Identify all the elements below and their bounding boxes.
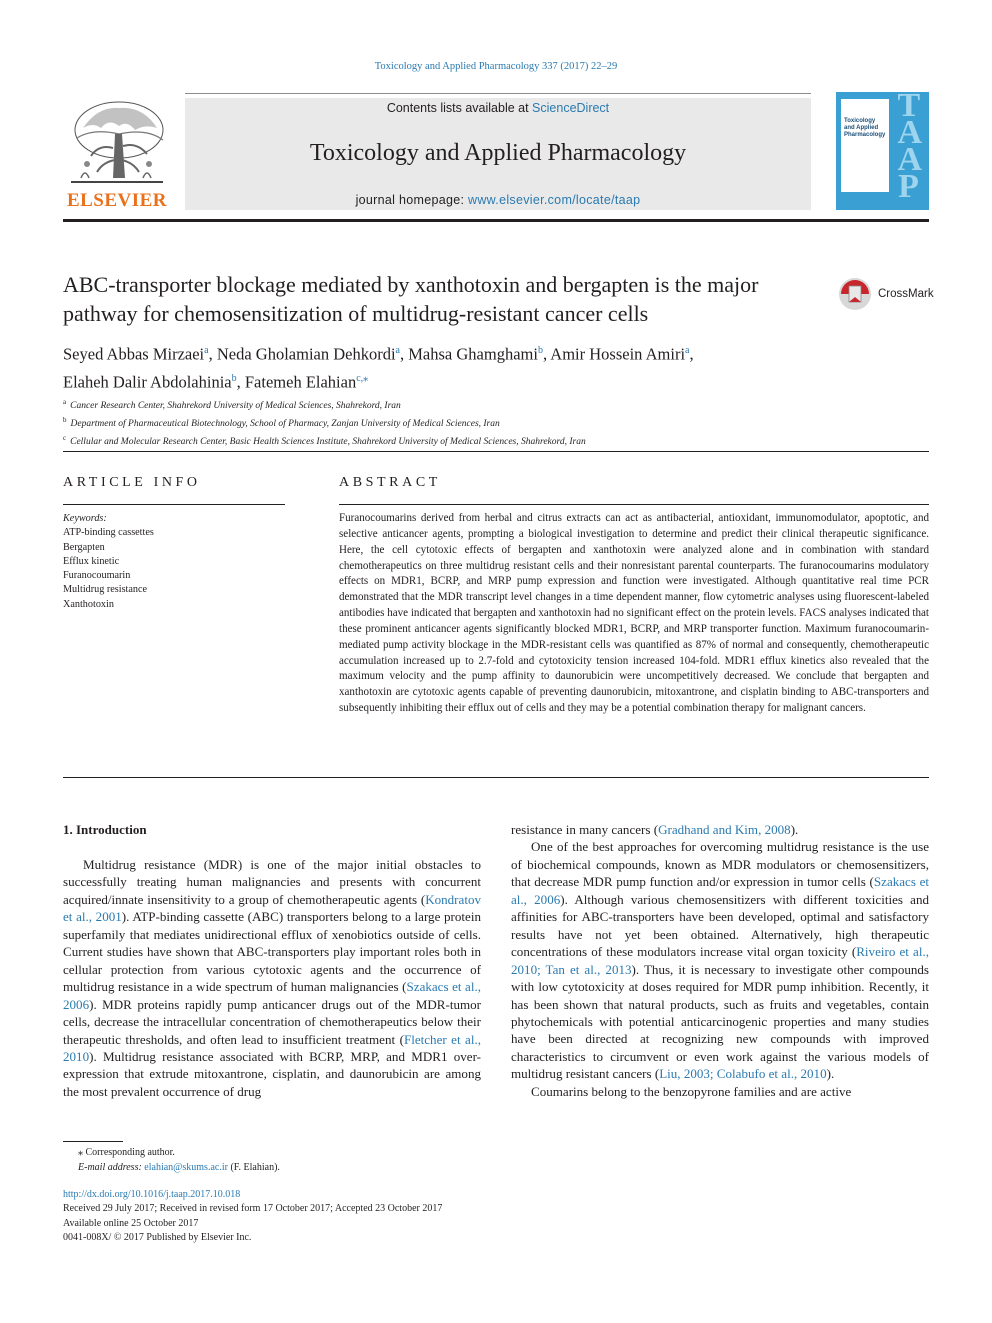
email-label: E-mail address:	[78, 1161, 145, 1173]
keyword: ATP-binding cassettes	[63, 527, 154, 539]
homepage-prefix: journal homepage:	[355, 193, 469, 207]
citation-link[interactable]: Fletcher et al., 2010	[63, 1031, 481, 1064]
journal-cover-thumbnail[interactable]	[836, 92, 929, 210]
keyword: Efflux kinetic	[63, 555, 120, 567]
masthead-top-rule	[185, 93, 811, 94]
author-affiliation-marker[interactable]: b	[537, 345, 543, 356]
body-text: ). Thus, it is necessary to investigate other compounds with low cytotoxicity at doses required for MDR pump inhibition. Recently, it has been shown that natural products, such as fruits and vegetables, contain phytochemicals with potential anticarcinogenic properties and many studies have been directed at recognizing new compounds with improved characteristics to circumvent or even work against the various models of multidrug resistant cancers (	[511, 961, 929, 1082]
body-text: Coumarins belong to the benzopyrone families and are active	[531, 1083, 852, 1099]
contents-prefix: Contents lists available at	[386, 101, 533, 115]
cover-letters	[888, 92, 929, 205]
email-note	[78, 1161, 478, 1176]
citation-link[interactable]: Gradhand and Kim, 2008	[658, 822, 791, 837]
author-name[interactable]: Mahsa Ghamghami	[408, 344, 538, 364]
cover-panel	[841, 99, 889, 192]
article-title: ABC-transporter blockage mediated by xanthotoxin and bergapten is the major pathway for chemosensitization of multidrug-resistant cancer cells	[63, 272, 759, 326]
affiliation-line	[63, 431, 923, 449]
author-separator: ,	[236, 372, 245, 391]
affiliation-line	[63, 413, 923, 431]
body-column-right	[511, 821, 929, 1100]
body-text: ). Although various chemosensitizers with different toxicities and affinities for ABC-transporters have been developed, optimal and satisfactory results have not yet been obtained. Alternatively, high therapeutic concentrations of these modulators increase vital organ toxicity (	[511, 891, 929, 960]
divider	[339, 504, 929, 505]
affiliation-text: Cellular and Molecular Research Center, Basic Health Sciences Institute, Shahrekord University of Medical Sciences, Shahrekord, Iran	[70, 437, 586, 448]
crossmark-icon	[838, 277, 874, 311]
affiliation-marker: a	[63, 398, 67, 406]
citation-link[interactable]: Szakacs et al., 2006	[511, 874, 930, 907]
homepage-link[interactable]: www.elsevier.com/locate/taap	[468, 193, 641, 207]
author-name[interactable]: Amir Hossein Amiri	[550, 344, 686, 364]
masthead-bottom-rule	[63, 219, 929, 222]
affiliation-text: Cancer Research Center, Shahrekord University of Medical Sciences, Shahrekord, Iran	[70, 401, 401, 412]
body-text: ).	[790, 822, 799, 837]
journal-homepage	[185, 193, 811, 207]
keywords-block	[63, 512, 285, 612]
email-suffix: (F. Elahian).	[227, 1161, 280, 1173]
keyword: Multidrug resistance	[63, 584, 148, 596]
divider	[63, 504, 285, 505]
author-separator: ,	[400, 344, 409, 364]
journal-name: Toxicology and Applied Pharmacology	[309, 140, 687, 166]
keyword-list	[63, 526, 285, 612]
body-text: ). MDR proteins rapidly pump anticancer drugs out of the MDR-tumor cells, decrease the intracellular concentration of chemotherapeutics below their therapeutic thresholds, and often lead to insufficient treatment (	[63, 996, 481, 1047]
cover-title: Toxicology and Applied Pharmacology	[844, 118, 886, 138]
intro-paragraph	[511, 821, 929, 838]
keyword: Xanthotoxin	[63, 598, 114, 610]
author-separator: ,	[208, 344, 217, 364]
footnote-rule	[63, 1141, 123, 1142]
author-affiliation-marker[interactable]: a	[204, 345, 209, 356]
affiliations	[63, 395, 923, 449]
intro-heading: 1. Introduction	[63, 822, 147, 837]
body-text: One of the best approaches for overcoming multidrug resistance is the use of biochemical compounds, known as MDR modulators or chemosensitizers, that decrease MDR pump function and/or expression in tumor cells (	[511, 839, 929, 890]
email-link[interactable]: elahian@skums.ac.ir	[144, 1161, 228, 1173]
author-list	[63, 339, 923, 394]
body-column-left	[63, 856, 481, 1100]
affiliation-text: Department of Pharmaceutical Biotechnology, School of Pharmacy, Zanjan University of Medical Sciences, Iran	[70, 419, 500, 430]
contents-line	[185, 101, 811, 115]
body-text: ). Multidrug resistance associated with BCRP, MRP, and MDR1 over-expression that extrude mitoxantrone, cisplatin, and daunorubicin are among the most prevalent occurrence of drug	[63, 1048, 481, 1099]
received-dates: Received 29 July 2017; Received in revised form 17 October 2017; Accepted 23 October 2017	[63, 1203, 443, 1215]
doi-link[interactable]: http://dx.doi.org/10.1016/j.taap.2017.10.018	[63, 1189, 241, 1200]
author-separator: ,	[542, 344, 551, 364]
author-affiliation-marker[interactable]: c,⁎	[356, 372, 369, 384]
copyright: 0041-008X/ © 2017 Published by Elsevier Inc.	[63, 1232, 252, 1244]
affiliation-marker: b	[63, 416, 67, 425]
body-text: ).	[826, 1066, 835, 1082]
author-name[interactable]: Neda Gholamian Dehkordi	[216, 344, 396, 364]
footnotes	[78, 1146, 478, 1175]
keyword: Bergapten	[63, 541, 105, 553]
citation-link[interactable]: Szakacs et al., 2006	[63, 979, 481, 1012]
author-name[interactable]: Seyed Abbas Mirzaei	[63, 344, 205, 364]
intro-paragraph	[511, 838, 929, 1082]
body-text: resistance in many cancers (	[511, 822, 659, 837]
divider	[63, 451, 929, 452]
citation-link[interactable]: Riveiro et al., 2010; Tan et al., 2013	[511, 944, 929, 977]
keywords-label: Keywords:	[63, 513, 107, 524]
crossmark-badge[interactable]	[838, 277, 934, 311]
article-info-heading: ARTICLE INFO	[63, 475, 201, 490]
sciencedirect-link[interactable]: ScienceDirect	[532, 101, 610, 115]
corresponding-author-note: ⁎ Corresponding author.	[78, 1147, 175, 1158]
body-text: ). ATP-binding cassette (ABC) transporters belong to a large protein superfamily that mediates unidirectional efflux of xenobiotics outside of cells. Current studies have shown that ABC-transporters play important roles both in cellular protection from various cytotoxic agents and the occurrence of multidrug resistance in a wide spectrum of human malignancies (	[63, 909, 481, 995]
cover-letters-text: TAAP	[897, 92, 923, 205]
affiliation-marker: c	[63, 434, 67, 443]
elsevier-logo[interactable]	[63, 98, 171, 212]
elsevier-tree-icon	[63, 98, 171, 190]
body-text: Multidrug resistance (MDR) is one of the major initial obstacles to successfully treating human malignancies and presents with concurrent acquired/innate insensitivity to a group of chemotherapeutic agents (	[63, 857, 481, 907]
divider	[63, 777, 929, 778]
author-affiliation-marker[interactable]: a	[395, 345, 400, 356]
citation-link[interactable]: Kondratov et al., 2001	[63, 891, 481, 925]
intro-paragraph	[511, 1083, 929, 1100]
abstract-text: Furanocoumarins derived from herbal and citrus extracts can act as antibacterial, antioxidant, immunomodulator, apoptotic, and selective anticancer agents, prompting a biological investigation to determine and predict their clinical therapeutic significance. Here, the cell cytotoxic effects of bergapten and xanthotoxin were analyzed alone and in combination with standard chemotherapeutics on three multidrug resistant cells and their nonresistant parental counterparts. The furanocoumarins modulatory effects on MDR1, BCRP, and MRP pump expression and function were investigated. Although quantitative real time PCR demonstrated that the MDR transcript level changes in a time dependent manner, flow cytometric analyses using fluorescent-labeled antibodies have indicated that bergapten and xanthotoxin had no significant effect on the protein levels. FACS analyses indicated that these prominent anticancer agents significantly blocked MDR1, BCRP, and MRP transporter function. Maximum furanocoumarin-mediated pump activity blockage in the MDR-resistant cells was quantified as 87% of normal and consequently, chemotherapeutic accumulation increased up to 2.7-fold and cytotoxicity tension increased 104-fold. MDR1 efflux kinetics also revealed that the maximum velocity and the pump affinity to daunorubicin were uncompetitively decreased. We conclude that bergapten and xanthotoxin are cytotoxic agents capable of preventing daunorubicin, mitoxantrone, and cisplatin binding to ABC-transporters and subsequently inhibiting their efflux out of cells and they may be a potential combination therapy for malignant cancers.	[339, 512, 929, 715]
bibliographic-info	[63, 1188, 563, 1246]
crossmark-label: CrossMark	[878, 288, 934, 300]
elsevier-wordmark: ELSEVIER	[66, 190, 168, 211]
author-separator: ,	[689, 344, 694, 364]
intro-paragraph	[63, 856, 481, 1100]
author-affiliation-marker[interactable]: b	[231, 372, 237, 384]
author-name[interactable]: Fatemeh Elahian	[244, 372, 357, 391]
author-affiliation-marker[interactable]: a	[685, 345, 690, 356]
abstract-heading: ABSTRACT	[339, 475, 441, 490]
citation-link[interactable]: Liu, 2003; Colabufo et al., 2010	[659, 1066, 827, 1082]
running-citation[interactable]: Toxicology and Applied Pharmacology 337 (2017) 22–29	[374, 61, 618, 72]
affiliation-line	[63, 395, 923, 413]
author-name[interactable]: Elaheh Dalir Abdolahinia	[63, 372, 232, 391]
available-online: Available online 25 October 2017	[63, 1217, 199, 1229]
keyword: Furanocoumarin	[63, 570, 131, 582]
